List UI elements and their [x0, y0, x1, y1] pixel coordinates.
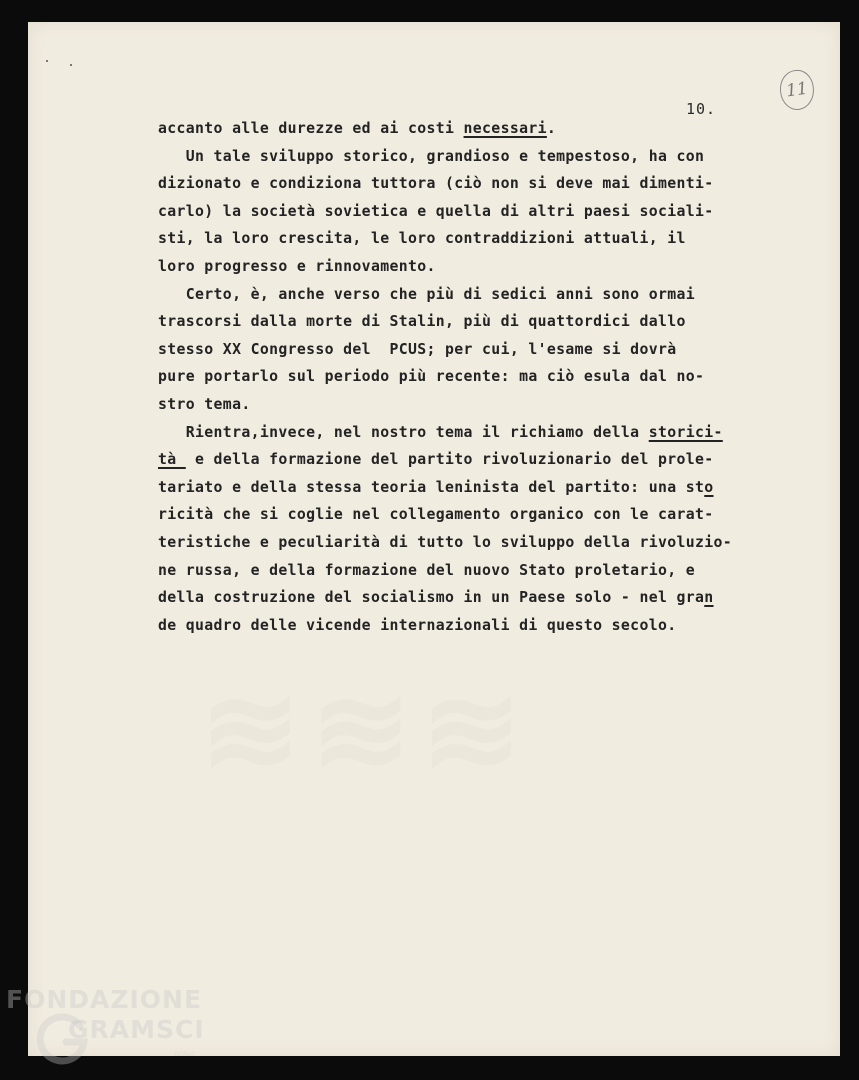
text-line: [158, 363, 798, 391]
text-line: [158, 446, 798, 474]
text-segment: trascorsi dalla morte di Stalin, più di quattordici dallo: [158, 313, 686, 331]
text-line: [158, 419, 798, 447]
text-segment: de quadro delle vicende internazionali di questo secolo.: [158, 616, 677, 634]
text-line: [158, 225, 798, 253]
text-segment: stro tema.: [158, 395, 251, 413]
text-line: [158, 253, 798, 281]
underlined-segment: n: [704, 589, 714, 607]
text-segment: .: [546, 120, 557, 137]
paper-speck: [70, 64, 72, 66]
logo-line2: GRAMSCI: [68, 1015, 205, 1044]
text-segment: loro progresso e rinnovamento.: [158, 257, 436, 275]
text-line: [158, 529, 798, 557]
text-line: [158, 336, 798, 364]
underlined-segment: necessari: [463, 120, 547, 137]
text-segment: accanto alle durezze ed ai costi: [158, 120, 464, 137]
text-segment: e della formazione del partito rivoluzionario del prole-: [185, 451, 714, 469]
text-line: [158, 170, 798, 198]
typewritten-body: [158, 115, 798, 639]
text-line: [158, 115, 798, 143]
text-segment: della costruzione del socialismo in un Paese solo - nel gra: [158, 589, 705, 607]
text-line: [158, 308, 798, 336]
underlined-segment: storici-: [648, 423, 723, 441]
logo-suffix: onlus: [174, 1049, 196, 1058]
page-number: 10.: [686, 100, 717, 118]
text-line: [158, 281, 798, 309]
text-line: [158, 391, 798, 419]
text-segment: ricità che si coglie nel collegamento organico con le carat-: [158, 506, 714, 524]
logo-line1: FONDAZIONE: [6, 985, 203, 1014]
text-line: [158, 612, 798, 640]
text-segment: stesso XX Congresso del PCUS; per cui, l'esame si dovrà: [158, 340, 677, 358]
archive-number-text: 11: [784, 78, 810, 102]
text-line: [158, 584, 798, 612]
text-segment: ne russa, e della formazione del nuovo Stato proletario, e: [158, 561, 695, 579]
text-segment: dizionato e condiziona tuttora (ciò non si deve mai dimenti-: [158, 175, 714, 193]
text-line: [158, 198, 798, 226]
text-line: [158, 557, 798, 585]
fondazione-gramsci-logo: [6, 985, 216, 1075]
text-line: [158, 501, 798, 529]
text-segment: pure portarlo sul periodo più recente: ma ciò esula dal no-: [158, 368, 705, 386]
underlined-segment: o: [704, 478, 714, 496]
text-segment: teristiche e peculiarità di tutto lo sviluppo della rivoluzio-: [158, 533, 733, 551]
text-segment: carlo) la società sovietica e quella di altri paesi sociali-: [158, 202, 714, 220]
text-segment: Un tale sviluppo storico, grandioso e tempestoso, ha con: [158, 147, 705, 165]
text-line: [158, 143, 798, 171]
text-segment: Certo, è, anche verso che più di sedici anni sono ormai: [158, 285, 695, 303]
text-segment: tariato e della stessa teoria leninista del partito: una st: [158, 478, 705, 496]
text-segment: Rientra,invece, nel nostro tema il richiamo della: [158, 423, 649, 441]
underlined-segment: tà: [158, 451, 186, 469]
text-line: [158, 474, 798, 502]
paper-speck: [46, 60, 48, 62]
text-segment: sti, la loro crescita, le loro contraddizioni attuali, il: [158, 230, 686, 248]
